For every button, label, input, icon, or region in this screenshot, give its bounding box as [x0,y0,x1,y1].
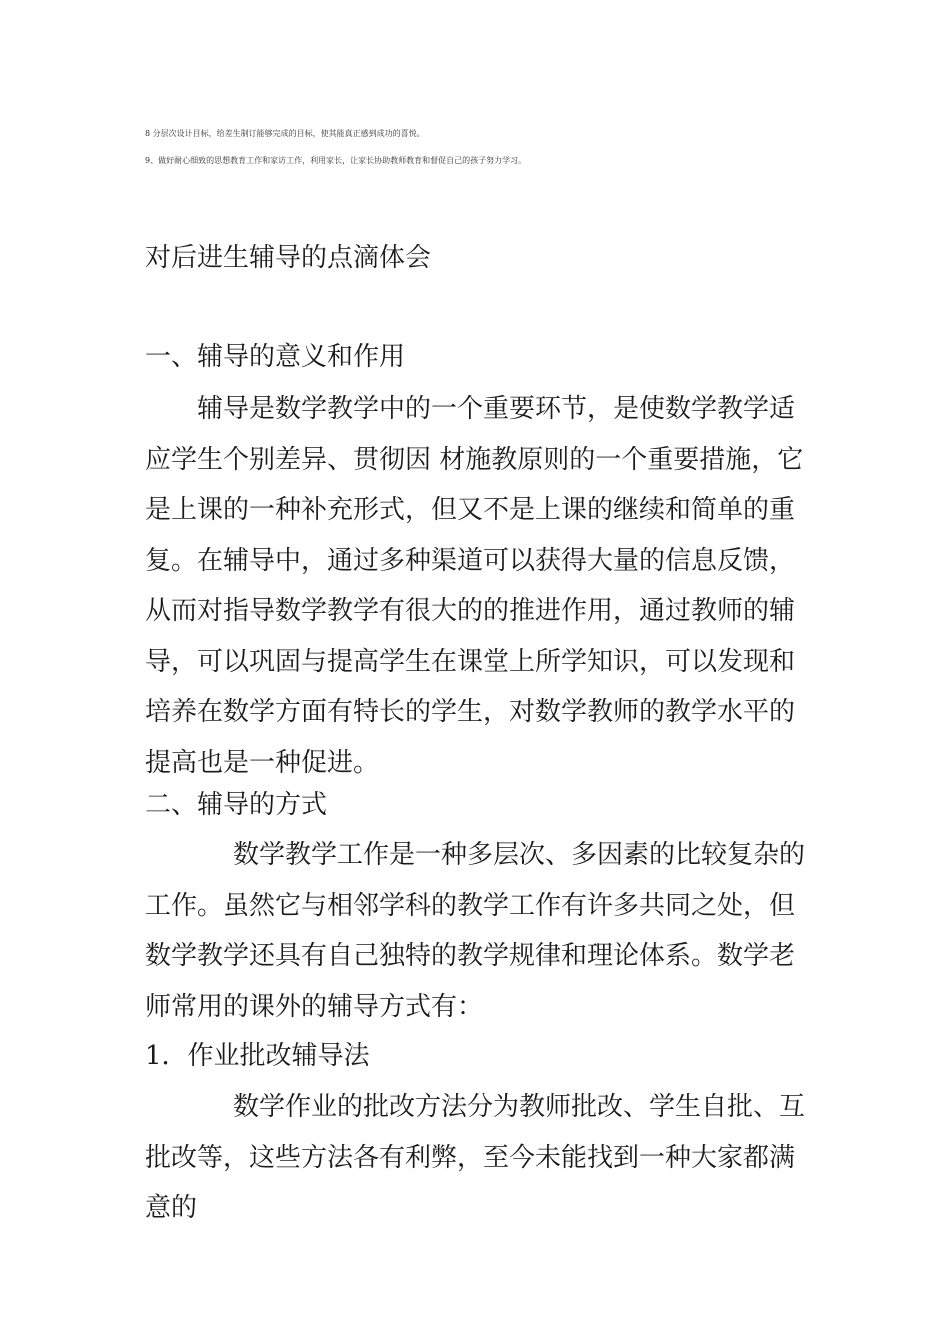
section-heading-2: 二、辅导的方式 [145,790,328,820]
document-title: 对后进生辅导的点滴体会 [145,243,432,273]
note-item-8: 8 分层次设计目标，给差生制订能够完成的目标，使其能真正感到成功的喜悦。 [145,129,425,138]
section-paragraph-3: 数学作业的批改方法分为教师批改、学生自批、互批改等，这些方法各有利弊，至今未能找到一种大家都满意的 [145,1092,806,1223]
note-item-9: 9、做好耐心细致的思想教育工作和家访工作，利用家长，让家长协助教师教育和督促自己的孩子努力学习。 [145,156,527,165]
section-paragraph-1: 辅导是数学教学中的一个重要环节，是使数学教学适应学生个别差异、贯彻因 材施教原则的一个重要措施，它是上课的一种补充形式，但又不是上课的继续和简单的重复。在辅导中，通过多种渠道可以获得大量的信息反馈，从而对指导数学教学有很大的的推进作用，通过教师的辅导，可以巩固与提高学生在课堂上所学知识，可以发现和培养在数学方面有特长的学生，对数学教师的教学水平的提高也是一种促进。 [145,394,804,778]
section-heading-3: 1．作业批改辅导法 [145,1041,370,1071]
section-heading-1: 一、辅导的意义和作用 [145,342,406,372]
section-paragraph-2: 数学教学工作是一种多层次、多因素的比较复杂的工作。虽然它与相邻学科的教学工作有许多共同之处，但数学教学还具有自己独特的教学规律和理论体系。数学老师常用的课外的辅导方式有： [145,840,806,1022]
